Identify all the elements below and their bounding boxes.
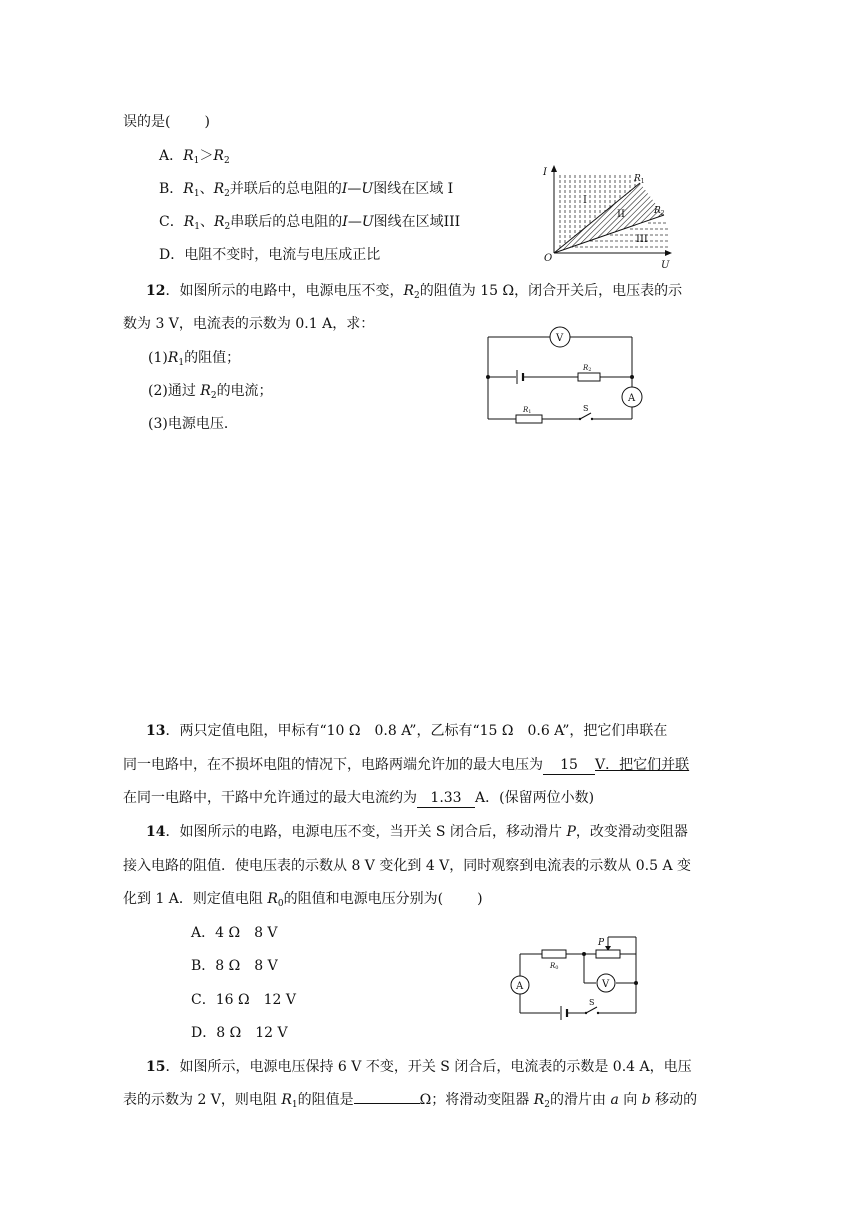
svg-text:A: A: [516, 981, 524, 992]
resistor-r2: [578, 373, 600, 381]
axis-label-u: U: [661, 260, 670, 271]
q14-line1: 14．如图所示的电路，电源电压不变，当开关 S 闭合后，移动滑片 P，改变滑动变阻器: [146, 824, 688, 840]
resistor-r0: [542, 950, 566, 958]
q11-option-a: A．$R_1>R_2$: [159, 148, 230, 166]
q12-part1: $(1)R_1$的阻值；: [148, 350, 241, 368]
region-label-i: I: [583, 195, 587, 206]
region-label-ii: II: [617, 209, 625, 220]
q15-line2: 表的示数为 2 V，则电阻 $R_1$的阻值是 Ω；将滑动变阻器 $R_2$的滑片由 a 向 b 移动的: [123, 1092, 698, 1110]
label-r2: R2: [583, 364, 592, 373]
resistor-r1: [516, 415, 542, 423]
q14-option-c: C．16 Ω 12 V: [191, 992, 296, 1008]
rheostat: [596, 950, 620, 958]
q12-part2: (2)通过 $R_2$的电流；: [148, 383, 273, 401]
q15-answer-blank: [354, 1103, 420, 1104]
svg-text:A: A: [628, 393, 636, 404]
q14-option-d: D．8 Ω 12 V: [191, 1025, 288, 1041]
q13-answer-current: 1.33: [417, 789, 475, 808]
origin-label: O: [544, 253, 553, 264]
q13-answer-voltage: 15: [543, 756, 595, 775]
q13-line3: 在同一电路中，干路中允许通过的最大电流约为 1.33 A．(保留两位小数): [123, 790, 595, 806]
axis-label-i: I: [543, 167, 547, 178]
q14-option-b: B．8 Ω 8 V: [191, 958, 278, 974]
q11-iu-graph: [540, 165, 675, 273]
q13-line1: 13．两只定值电阻，甲标有“10 Ω 0.8 A”，乙标有“15 Ω 0.6 A”，把它们串联在: [146, 723, 668, 739]
q14-line3: 化到 1 A．则定值电阻 $R_0$的阻值和电源电压分别为( ): [123, 891, 483, 909]
q11-stem: 误的是( ): [123, 114, 210, 130]
label-slider-p: P: [598, 938, 605, 948]
q11-option-b: B．$R_1$、$R_2$并联后的总电阻的I—U图线在区域 I: [159, 181, 454, 199]
svg-text:V: V: [602, 979, 610, 990]
line-label-r2: $R_2$: [654, 206, 665, 217]
label-switch-s: S: [589, 998, 595, 1007]
q11-option-c: C．$R_1$、$R_2$串联后的总电阻的I—U图线在区域III: [159, 214, 461, 232]
q12-part3: (3)电源电压．: [148, 416, 238, 432]
q13-line2: 同一电路中，在不损坏电阻的情况下，电路两端允许加的最大电压为 15 V．把它们并联: [123, 757, 690, 773]
q12-line2: 数为 3 V，电流表的示数为 0.1 A，求：: [123, 316, 375, 332]
label-r1: R1: [523, 406, 532, 415]
q14-circuit-diagram: [508, 933, 642, 1017]
label-r0: R0: [550, 962, 559, 971]
q15-line1: 15．如图所示，电源电压保持 6 V 不变，开关 S 闭合后，电流表的示数是 0.4 A，电压: [146, 1059, 692, 1075]
q12-circuit-diagram: [480, 325, 650, 425]
label-switch-s: S: [583, 404, 589, 413]
q11-option-d: D．电阻不变时，电流与电压成正比: [159, 247, 381, 263]
q12-line1: 12．如图所示的电路中，电源电压不变，$R_2$的阻值为 15 Ω，闭合开关后，电压表的示: [146, 283, 683, 301]
line-label-r1: $R_1$: [634, 174, 645, 185]
q14-option-a: A．4 Ω 8 V: [191, 925, 278, 941]
q14-line2: 接入电路的阻值．使电压表的示数从 8 V 变化到 4 V，同时观察到电流表的示数从 0.5 A 变: [123, 858, 692, 874]
svg-text:V: V: [556, 333, 564, 344]
region-label-iii: III: [636, 234, 648, 245]
